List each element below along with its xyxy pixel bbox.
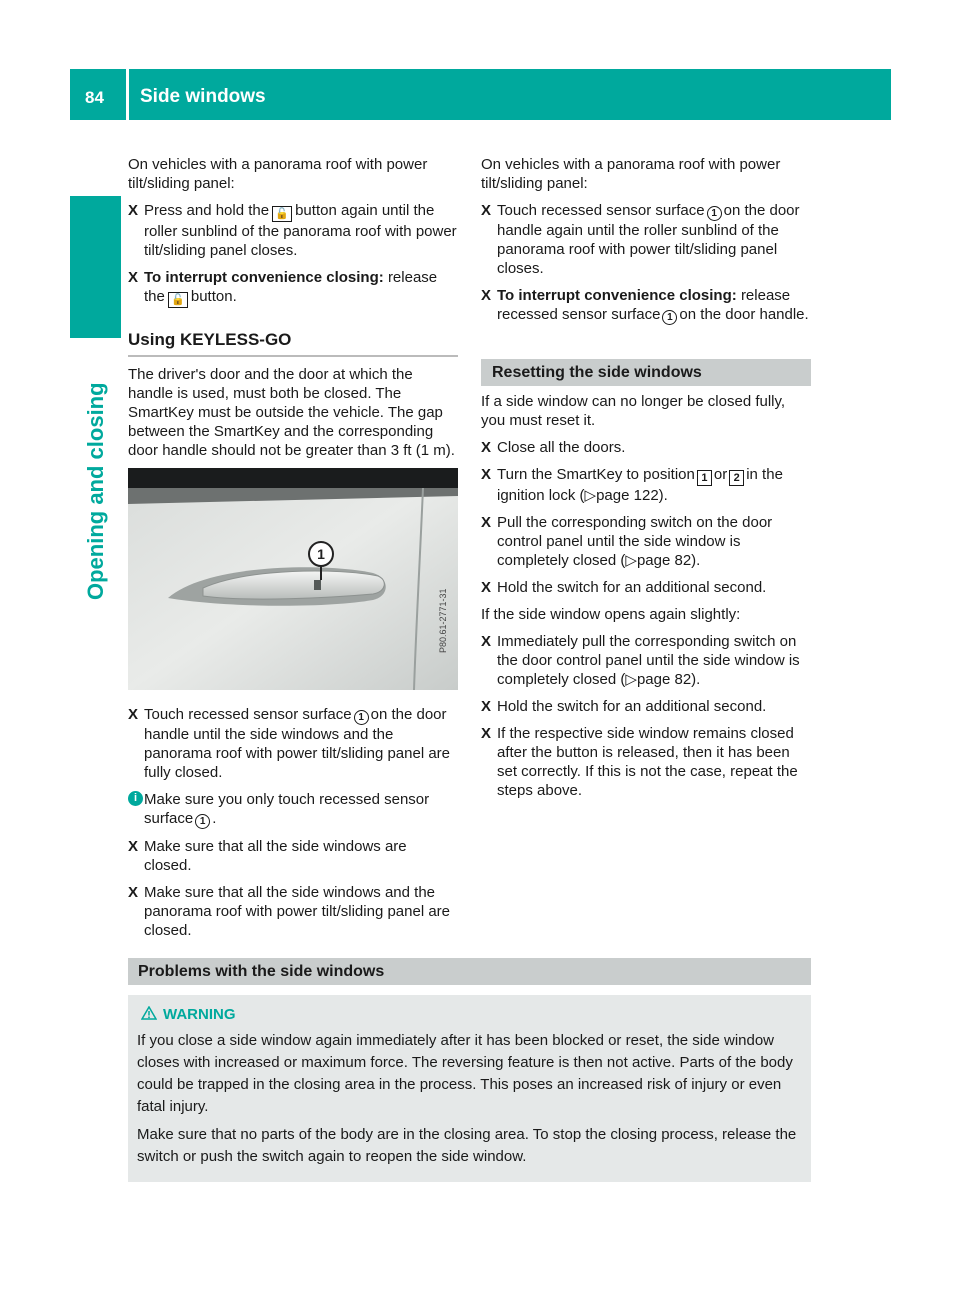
- list-item: X Make sure that all the side windows are closed.: [128, 838, 407, 874]
- list-item: X Touch recessed sensor surface 1 on the door handle again until the roller sunblind of the panorama roof with power tilt/sliding panel closes.: [481, 202, 800, 277]
- warning-triangle-icon: [141, 1006, 157, 1020]
- unlock-icon: 🔓: [168, 292, 188, 308]
- callout-1-icon: 1: [354, 710, 369, 725]
- right-column: [481, 155, 811, 808]
- page-ref-arrow-icon: ▷: [625, 671, 637, 688]
- warning-paragraph: If you close a side window again immediately after it has been blocked or reset, the side window closes with increased or maximum force. The reversing feature is then not active. Parts of the body could be trapped in the closing area in the process. This poses an increased risk of injury or even fatal injury.: [137, 1032, 793, 1115]
- list-item: X Close all the doors.: [481, 439, 626, 456]
- list-item: X Immediately pull the corresponding switch on the door control panel until the side window is completely closed (▷page 82).: [481, 633, 800, 688]
- page-link[interactable]: page 82: [636, 552, 692, 569]
- list-item: X Hold the switch for an additional second.: [481, 579, 767, 596]
- warning-label: WARNING: [163, 1006, 236, 1023]
- problems-heading: Problems with the side windows: [128, 958, 811, 985]
- bullet-icon: X: [481, 725, 492, 742]
- section-label: Opening and closing: [83, 382, 108, 600]
- page-header: [70, 69, 891, 120]
- page-link[interactable]: page 122: [596, 487, 659, 504]
- problems-section: [128, 958, 811, 1182]
- info-note: i Make sure you only touch recessed sensor surface 1 .: [128, 790, 458, 829]
- list-item: X Hold the switch for an additional second.: [481, 698, 767, 715]
- opens-again-text: If the side window opens again slightly:: [481, 606, 741, 623]
- list-item: X Turn the SmartKey to position 1 or 2 in the ignition lock (▷page 122).: [481, 466, 783, 504]
- warning-box: [128, 995, 811, 1182]
- callout-1-icon: 1: [195, 814, 210, 829]
- page-link[interactable]: page 82: [636, 671, 692, 688]
- bullet-icon: X: [128, 706, 139, 723]
- bullet-icon: X: [481, 633, 492, 650]
- page-ref-arrow-icon: ▷: [625, 552, 637, 569]
- warning-title: [141, 1004, 802, 1026]
- bullet-icon: X: [128, 269, 139, 286]
- page-number: 84: [85, 88, 104, 107]
- list-item: X To interrupt convenience closing: release recessed sensor surface 1 on the door handle.: [481, 287, 809, 323]
- door-handle-photo: [128, 468, 458, 690]
- page-ref-arrow-icon: ▷: [584, 487, 597, 504]
- bullet-icon: X: [481, 202, 492, 219]
- bullet-icon: X: [481, 287, 492, 304]
- info-icon: i: [128, 791, 143, 806]
- keyless-paragraph: The driver's door and the door at which the handle is used, must both be closed. The SmartKey must be outside the vehicle. The gap between the SmartKey and the corresponding door handle should not be greater than 3 ft (1 m).: [128, 366, 455, 459]
- list-item: X Pull the corresponding switch on the door control panel until the side window is completely closed (▷page 82).: [481, 514, 773, 569]
- unlock-icon: 🔓: [272, 206, 292, 222]
- bullet-icon: X: [128, 838, 139, 855]
- callout-1: 1: [317, 546, 325, 562]
- section-tab: [70, 196, 121, 338]
- page-title: Side windows: [140, 86, 266, 107]
- left-intro: On vehicles with a panorama roof with power tilt/sliding panel:: [128, 156, 428, 192]
- list-item: X If the respective side window remains closed after the button is released, then it has been set correctly. If this is not the case, repeat the steps above.: [481, 725, 798, 799]
- left-column: [128, 155, 458, 948]
- keyless-heading: Using KEYLESS-GO: [128, 330, 458, 357]
- list-item: X Touch recessed sensor surface 1 on the door handle until the side windows and the panorama roof with power tilt/sliding panel are fully closed.: [128, 706, 450, 781]
- header-divider: [126, 69, 129, 120]
- reset-heading: Resetting the side windows: [481, 359, 811, 386]
- list-item: X To interrupt convenience closing: release the 🔓 button.: [128, 269, 438, 306]
- position-2-icon: 2: [729, 470, 744, 486]
- warning-paragraph: Make sure that no parts of the body are in the closing area. To stop the closing process, release the switch or push the switch again to reopen the side window.: [137, 1126, 797, 1165]
- bullet-icon: X: [481, 466, 492, 483]
- bullet-icon: X: [481, 514, 492, 531]
- reset-intro: If a side window can no longer be closed fully, you must reset it.: [481, 393, 786, 429]
- callout-1-icon: 1: [662, 310, 677, 325]
- figure-code: P80.61-2771-31: [438, 588, 448, 653]
- list-item: X Press and hold the 🔓 button again until the roller sunblind of the panorama roof with power tilt/sliding panel closes.: [128, 202, 457, 259]
- bullet-icon: X: [128, 202, 139, 219]
- list-item: X Make sure that all the side windows and the panorama roof with power tilt/sliding panel are closed.: [128, 884, 450, 939]
- position-1-icon: 1: [697, 470, 712, 486]
- callout-1-icon: 1: [707, 206, 722, 221]
- bullet-icon: X: [481, 439, 492, 456]
- bullet-icon: X: [481, 579, 492, 596]
- right-intro: On vehicles with a panorama roof with power tilt/sliding panel:: [481, 156, 781, 192]
- bullet-icon: X: [128, 884, 139, 901]
- bullet-icon: X: [481, 698, 492, 715]
